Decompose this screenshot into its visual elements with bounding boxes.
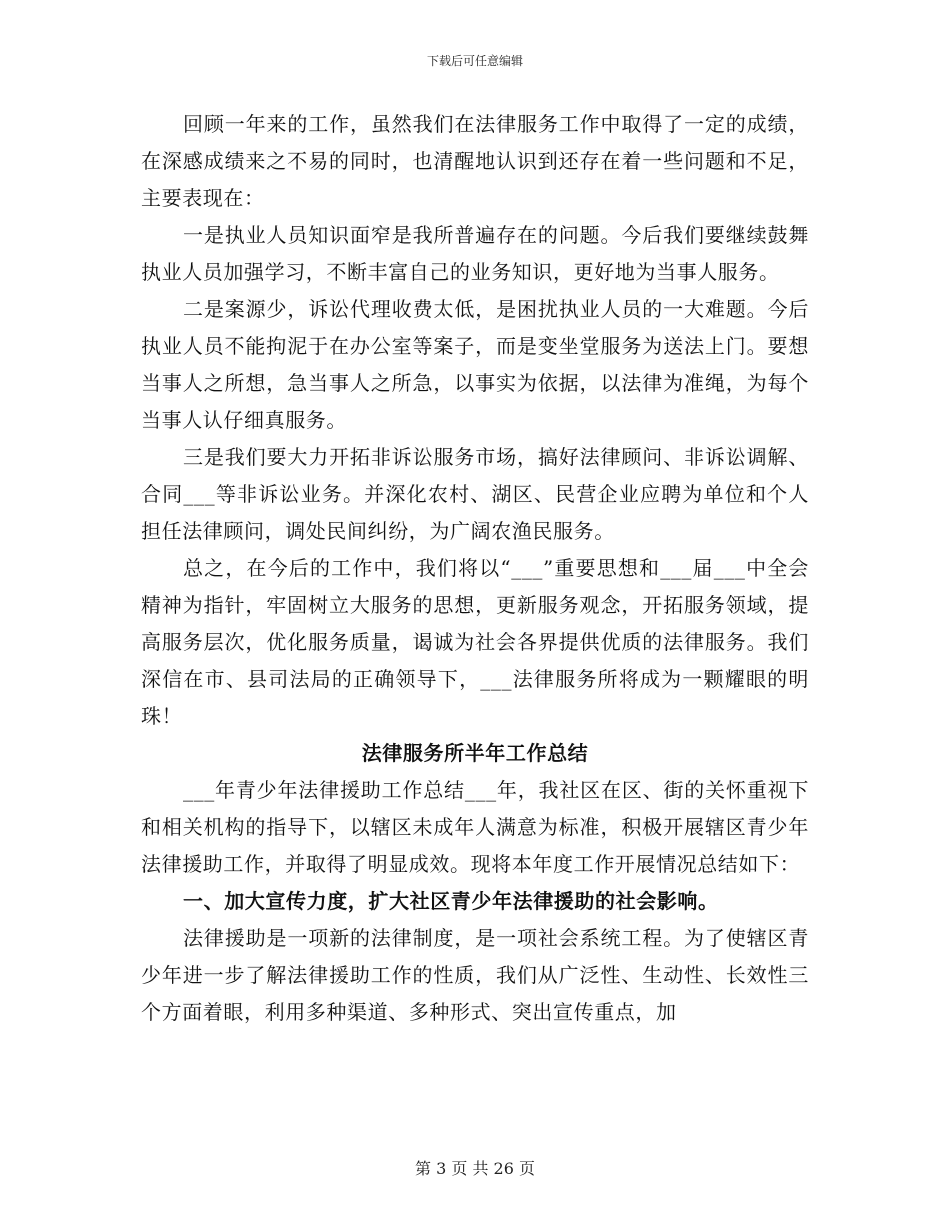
paragraph-conclusion: 总之，在今后的工作中，我们将以“___”重要思想和___届___中全会精神为指针，牢固树立大服务的思想，更新服务观念，开拓服务领域，提高服务层次，优化服务质量，谒诚为社会各界提供优质的法律服务。我们深信在市、县司法局的正确领导下，___法律服务所将成为一颗耀眼的明珠！ <box>141 556 809 728</box>
paragraph-issue-three: 三是我们要大力开拓非诉讼服务市场，搞好法律顾问、非诉讼调解、合同___等非诉讼业务。并深化农村、湖区、民营企业应聘为单位和个人担任法律顾问，调处民间纠纷，为广阔农渔民服务。 <box>141 445 809 543</box>
header-note: 下载后可任意编辑 <box>426 54 523 68</box>
paragraph-legal-aid: 法律援助是一项新的法律制度，是一项社会系统工程。为了使辖区青少年进一步了解法律援助工作的性质，我们从广泛性、生动性、长效性三个方面着眼，利用多种渠道、多种形式、突出宣传重点，加 <box>141 926 809 1024</box>
paragraph-issue-one: 一是执业人员知识面窄是我所普遍存在的问题。今后我们要继续鼓舞执业人员加强学习，不断丰富自己的业务知识，更好地为当事人服务。 <box>141 223 809 284</box>
page-number: 第 3 页 共 26 页 <box>415 1159 535 1178</box>
section-heading-one: 一、加大宣传力度，扩大社区青少年法律援助的社会影响。 <box>183 889 719 913</box>
paragraph-review: 回顾一年来的工作，虽然我们在法律服务工作中取得了一定的成绩，在深感成绩来之不易的同时，也清醒地认识到还存在着一些问题和不足，主要表现在： <box>141 112 809 210</box>
document-body <box>141 106 809 1031</box>
paragraph-intro: ___年青少年法律援助工作总结___年，我社区在区、街的关怀重视下和相关机构的指导下，以辖区未成年人满意为标准，积极开展辖区青少年法律援助工作，并取得了明显成效。现将本年度工作开展情况总结如下： <box>141 778 809 876</box>
section-title: 法律服务所半年工作总结 <box>361 741 589 765</box>
paragraph-issue-two: 二是案源少，诉讼代理收费太低，是困扰执业人员的一大难题。今后执业人员不能拘泥于在办公室等案子，而是变坐堂服务为送法上门。要想当事人之所想，急当事人之所急，以事实为依据，以法律为准绳，为每个当事人认仔细真服务。 <box>141 297 809 432</box>
